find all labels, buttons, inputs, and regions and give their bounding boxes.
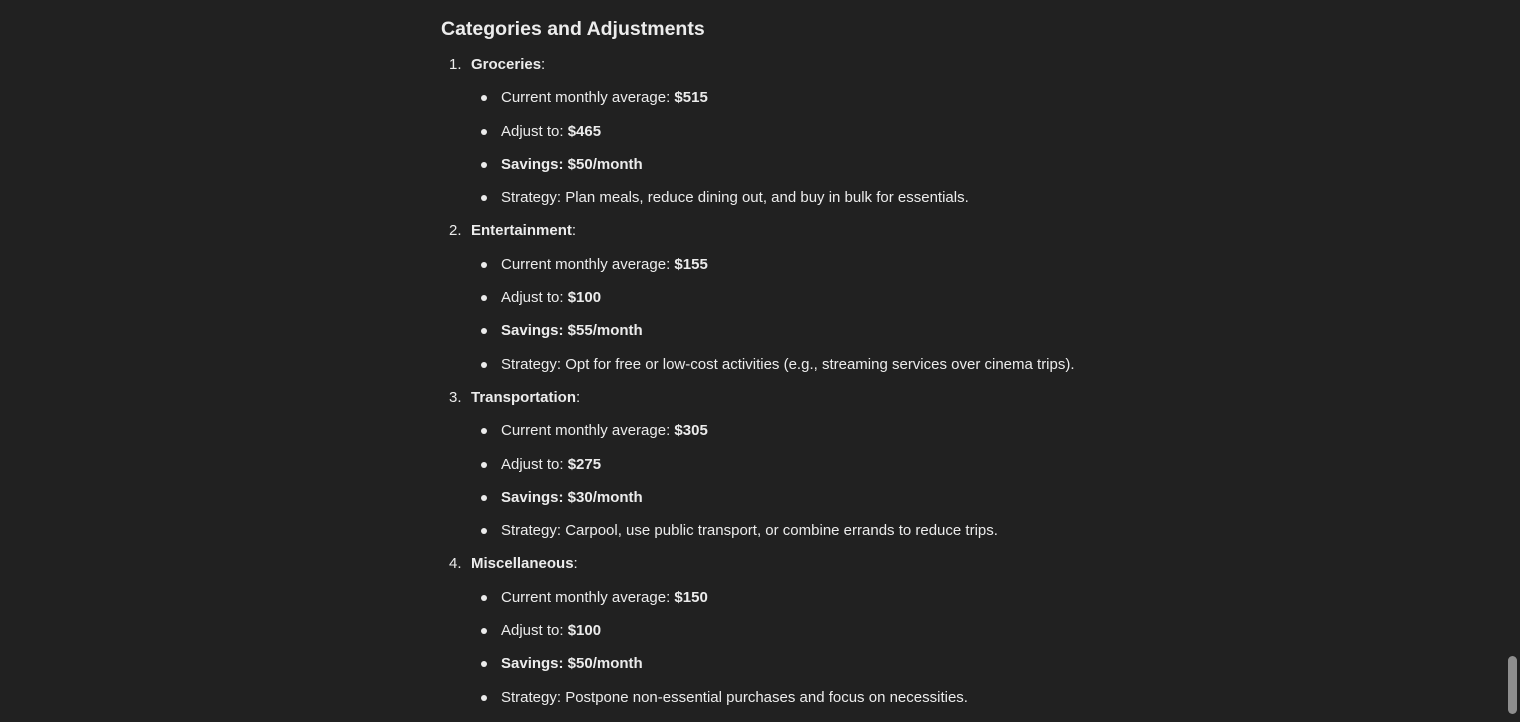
savings-text: Savings: $50/month xyxy=(501,155,643,173)
adjust-value: $100 xyxy=(567,289,602,307)
bullet-icon xyxy=(481,462,487,468)
detail-savings xyxy=(441,481,1141,514)
category-name: Transportation xyxy=(471,388,577,406)
category-details xyxy=(441,414,1141,547)
adjust-label: Adjust to: xyxy=(501,622,568,640)
strategy-text: Strategy: Carpool, use public transport, or combine errands to reduce trips. xyxy=(501,522,998,540)
savings-text: Savings: $50/month xyxy=(501,655,643,673)
category-item-transportation xyxy=(441,381,1141,547)
category-number: 4. xyxy=(449,555,462,573)
detail-savings xyxy=(441,647,1141,680)
category-name: Miscellaneous xyxy=(471,555,574,573)
bullet-icon xyxy=(481,129,487,135)
detail-strategy xyxy=(441,348,1141,381)
bullet-icon xyxy=(481,262,487,268)
category-suffix: : xyxy=(571,222,577,240)
current-average-label: Current monthly average: xyxy=(501,422,675,440)
detail-adjust-to xyxy=(441,281,1141,314)
detail-savings xyxy=(441,148,1141,181)
category-number: 3. xyxy=(449,388,462,406)
current-average-value: $515 xyxy=(674,89,708,107)
detail-strategy xyxy=(441,181,1141,214)
adjust-value: $275 xyxy=(567,455,602,473)
category-suffix: : xyxy=(541,56,546,73)
category-heading xyxy=(441,48,1141,81)
category-heading xyxy=(441,381,1141,414)
bullet-icon xyxy=(481,195,487,201)
message-content xyxy=(441,14,1141,714)
category-list xyxy=(441,48,1141,714)
category-details xyxy=(441,248,1141,381)
category-suffix: : xyxy=(576,388,581,406)
bullet-icon xyxy=(481,695,487,701)
category-details xyxy=(441,81,1141,214)
detail-current-average xyxy=(441,81,1141,114)
current-average-value: $305 xyxy=(674,422,708,440)
bullet-icon xyxy=(481,628,487,634)
bullet-icon xyxy=(481,95,487,101)
savings-text: Savings: $55/month xyxy=(501,322,643,340)
current-average-label: Current monthly average: xyxy=(501,588,675,606)
bullet-icon xyxy=(481,162,487,168)
scrollbar[interactable] xyxy=(1504,0,1520,722)
bullet-icon xyxy=(481,595,487,601)
category-number: 2. xyxy=(449,222,462,240)
detail-adjust-to xyxy=(441,614,1141,647)
category-item-entertainment xyxy=(441,214,1141,380)
current-average-label: Current monthly average: xyxy=(501,89,675,107)
category-details xyxy=(441,581,1141,714)
category-item-groceries xyxy=(441,48,1141,214)
bullet-icon xyxy=(481,362,487,368)
current-average-label: Current monthly average: xyxy=(501,255,675,273)
category-heading xyxy=(441,214,1141,247)
current-average-value: $150 xyxy=(674,588,708,606)
category-number: 1. xyxy=(449,56,462,73)
category-heading xyxy=(441,547,1141,580)
bullet-icon xyxy=(481,661,487,667)
bullet-icon xyxy=(481,295,487,301)
detail-strategy xyxy=(441,681,1141,714)
current-average-value: $155 xyxy=(674,255,708,273)
scrollbar-thumb[interactable] xyxy=(1508,656,1517,714)
bullet-icon xyxy=(481,328,487,334)
category-suffix: : xyxy=(573,555,578,573)
adjust-value: $100 xyxy=(567,622,602,640)
adjust-value: $465 xyxy=(567,122,602,140)
adjust-label: Adjust to: xyxy=(501,122,568,140)
detail-current-average xyxy=(441,414,1141,447)
bullet-icon xyxy=(481,528,487,534)
category-item-miscellaneous xyxy=(441,547,1141,713)
strategy-text: Strategy: Plan meals, reduce dining out, and buy in bulk for essentials. xyxy=(501,189,969,207)
section-title: Categories and Adjustments xyxy=(441,18,705,40)
detail-adjust-to xyxy=(441,115,1141,148)
savings-text: Savings: $30/month xyxy=(501,488,643,506)
adjust-label: Adjust to: xyxy=(501,455,568,473)
category-name: Entertainment xyxy=(471,222,572,240)
strategy-text: Strategy: Postpone non-essential purchases and focus on necessities. xyxy=(501,688,968,706)
detail-adjust-to xyxy=(441,448,1141,481)
detail-current-average xyxy=(441,248,1141,281)
category-name: Groceries xyxy=(471,56,542,73)
bullet-icon xyxy=(481,428,487,434)
adjust-label: Adjust to: xyxy=(501,289,568,307)
detail-savings xyxy=(441,314,1141,347)
bullet-icon xyxy=(481,495,487,501)
strategy-text: Strategy: Opt for free or low-cost activities (e.g., streaming services over cinema trips). xyxy=(501,355,1075,373)
detail-strategy xyxy=(441,514,1141,547)
detail-current-average xyxy=(441,581,1141,614)
